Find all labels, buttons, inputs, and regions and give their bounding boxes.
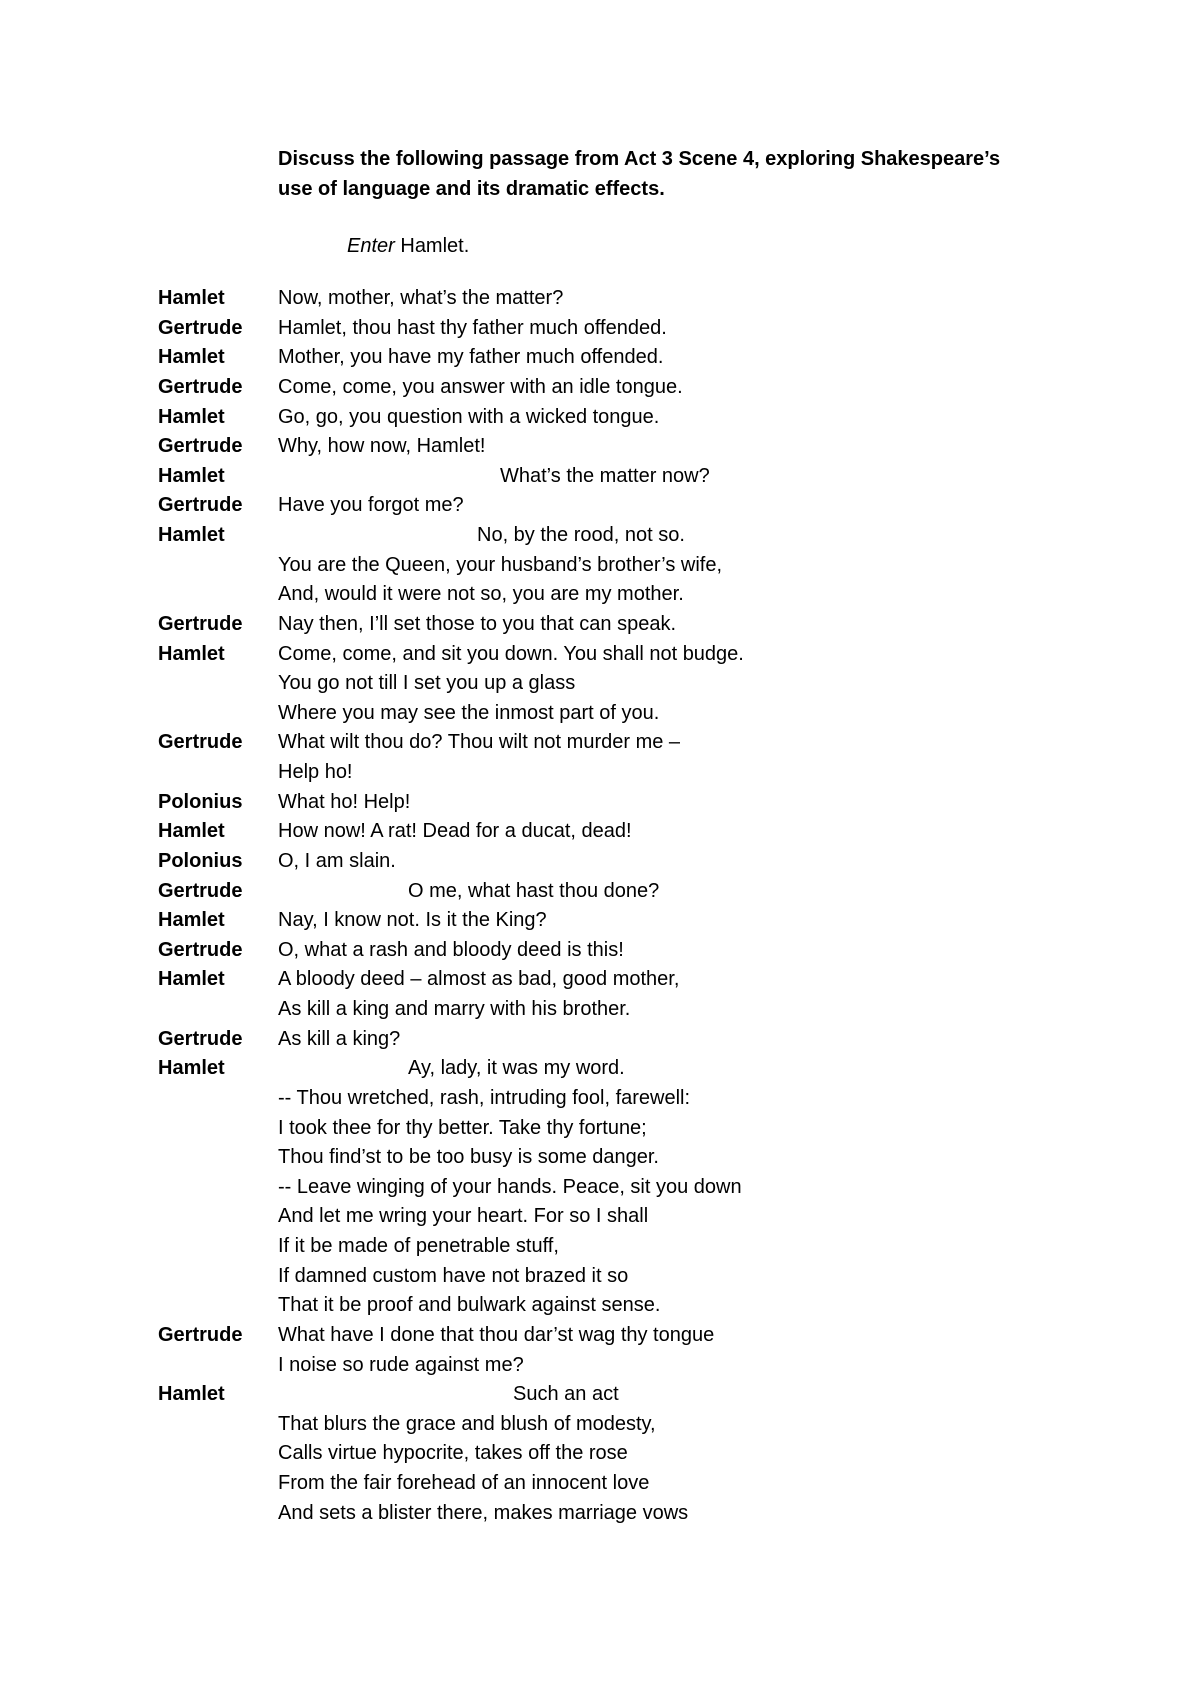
speaker-name: Hamlet [158, 464, 225, 487]
dialogue-row [0, 551, 1200, 581]
dialogue-row [0, 699, 1200, 729]
dialogue-row [0, 847, 1200, 877]
dialogue-line: O, what a rash and bloody deed is this! [278, 938, 624, 961]
dialogue-row [0, 1054, 1200, 1084]
speaker-name: Hamlet [158, 1383, 225, 1406]
speaker-name: Gertrude [158, 494, 243, 517]
stage-direction [347, 232, 469, 262]
speaker-name: Gertrude [158, 1323, 243, 1346]
speaker-name: Hamlet [158, 909, 225, 932]
dialogue-row [0, 1202, 1200, 1232]
dialogue-row [0, 610, 1200, 640]
speaker-name: Gertrude [158, 612, 243, 635]
dialogue-line: O me, what hast thou done? [408, 879, 660, 902]
dialogue-row [0, 521, 1200, 551]
dialogue-line: You are the Queen, your husband’s brother’s wife, [278, 553, 723, 576]
dialogue-row [0, 965, 1200, 995]
dialogue-row [0, 1232, 1200, 1262]
dialogue-row [0, 373, 1200, 403]
dialogue-row [0, 936, 1200, 966]
dialogue-row [0, 314, 1200, 344]
dialogue-line: If damned custom have not brazed it so [278, 1264, 629, 1287]
dialogue-line: Why, how now, Hamlet! [278, 435, 486, 458]
dialogue-row [0, 343, 1200, 373]
dialogue-row [0, 1084, 1200, 1114]
dialogue-line: What’s the matter now? [500, 464, 710, 487]
dialogue-block [0, 284, 1200, 1528]
dialogue-line: Thou find’st to be too busy is some danger. [278, 1146, 659, 1169]
dialogue-line: And sets a blister there, makes marriage vows [278, 1501, 689, 1524]
dialogue-row [0, 1380, 1200, 1410]
dialogue-row [0, 462, 1200, 492]
dialogue-line: I noise so rude against me? [278, 1353, 524, 1376]
dialogue-line: That blurs the grace and blush of modesty, [278, 1412, 656, 1435]
dialogue-line: And let me wring your heart. For so I shall [278, 1205, 649, 1228]
dialogue-line: That it be proof and bulwark against sense. [278, 1294, 661, 1317]
essay-prompt-line-1: Discuss the following passage from Act 3 Scene 4, exploring Shakespeare’s [278, 148, 1001, 170]
dialogue-line: Now, mother, what’s the matter? [278, 287, 564, 309]
speaker-name: Polonius [158, 790, 243, 813]
dialogue-row [0, 1410, 1200, 1440]
speaker-name: Gertrude [158, 375, 243, 398]
dialogue-line: Come, come, and sit you down. You shall not budge. [278, 642, 744, 665]
dialogue-line: What ho! Help! [278, 790, 411, 813]
essay-prompt [278, 145, 1000, 204]
dialogue-row [0, 1173, 1200, 1203]
dialogue-line: From the fair forehead of an innocent love [278, 1472, 650, 1494]
dialogue-row [0, 403, 1200, 433]
dialogue-row [0, 728, 1200, 758]
dialogue-line: Help ho! [278, 761, 353, 783]
dialogue-line: Go, go, you question with a wicked tongue. [278, 405, 660, 428]
dialogue-line: What have I done that thou dar’st wag thy tongue [278, 1323, 715, 1346]
dialogue-row [0, 432, 1200, 462]
speaker-name: Hamlet [158, 287, 225, 309]
dialogue-row [0, 669, 1200, 699]
dialogue-row [0, 1469, 1200, 1499]
speaker-name: Gertrude [158, 1027, 243, 1050]
speaker-name: Hamlet [158, 405, 225, 428]
essay-prompt-line-2: use of language and its dramatic effects. [278, 177, 665, 200]
speaker-name: Hamlet [158, 968, 225, 991]
dialogue-row [0, 1143, 1200, 1173]
dialogue-line: You go not till I set you up a glass [278, 672, 576, 695]
speaker-name: Gertrude [158, 938, 243, 961]
dialogue-row [0, 1025, 1200, 1055]
speaker-name: Polonius [158, 849, 243, 872]
dialogue-row [0, 1439, 1200, 1469]
dialogue-line: What wilt thou do? Thou wilt not murder me – [278, 731, 681, 754]
dialogue-line: -- Leave winging of your hands. Peace, sit you down [278, 1175, 742, 1198]
dialogue-line: Such an act [513, 1383, 619, 1406]
dialogue-row [0, 995, 1200, 1025]
dialogue-line: And, would it were not so, you are my mother. [278, 583, 684, 606]
dialogue-row [0, 1321, 1200, 1351]
speaker-name: Hamlet [158, 820, 225, 843]
dialogue-line: Come, come, you answer with an idle tongue. [278, 375, 683, 398]
dialogue-row [0, 1499, 1200, 1529]
dialogue-row [0, 1114, 1200, 1144]
dialogue-row [0, 1262, 1200, 1292]
dialogue-line: If it be made of penetrable stuff, [278, 1235, 559, 1257]
dialogue-row [0, 1351, 1200, 1381]
dialogue-line: Mother, you have my father much offended. [278, 346, 664, 369]
dialogue-row [0, 817, 1200, 847]
dialogue-line: Hamlet, thou hast thy father much offended. [278, 316, 667, 339]
speaker-name: Gertrude [158, 435, 243, 458]
dialogue-line: Nay then, I’ll set those to you that can speak. [278, 612, 677, 635]
dialogue-line: Nay, I know not. Is it the King? [278, 909, 547, 932]
dialogue-line: Where you may see the inmost part of you. [278, 701, 660, 724]
dialogue-row [0, 580, 1200, 610]
dialogue-line: A bloody deed – almost as bad, good mother, [278, 968, 680, 991]
dialogue-line: Calls virtue hypocrite, takes off the rose [278, 1442, 628, 1465]
dialogue-line: Ay, lady, it was my word. [408, 1057, 625, 1080]
dialogue-row [0, 284, 1200, 314]
dialogue-line: As kill a king? [278, 1027, 401, 1050]
speaker-name: Hamlet [158, 1057, 225, 1080]
dialogue-row [0, 877, 1200, 907]
speaker-name: Hamlet [158, 524, 225, 546]
dialogue-row [0, 491, 1200, 521]
dialogue-row [0, 640, 1200, 670]
stage-direction-character: Hamlet. [394, 235, 470, 257]
speaker-name: Gertrude [158, 879, 243, 902]
dialogue-line: O, I am slain. [278, 849, 396, 872]
dialogue-line: -- Thou wretched, rash, intruding fool, farewell: [278, 1086, 691, 1109]
speaker-name: Gertrude [158, 731, 243, 754]
dialogue-row [0, 788, 1200, 818]
dialogue-line: No, by the rood, not so. [477, 524, 685, 546]
dialogue-row [0, 906, 1200, 936]
dialogue-line: I took thee for thy better. Take thy fortune; [278, 1116, 647, 1139]
dialogue-row [0, 1291, 1200, 1321]
speaker-name: Gertrude [158, 316, 243, 339]
dialogue-row [0, 758, 1200, 788]
dialogue-line: How now! A rat! Dead for a ducat, dead! [278, 820, 632, 843]
dialogue-line: As kill a king and marry with his brother. [278, 998, 631, 1020]
dialogue-line: Have you forgot me? [278, 494, 464, 517]
stage-direction-enter: Enter [347, 235, 395, 257]
speaker-name: Hamlet [158, 642, 225, 665]
speaker-name: Hamlet [158, 346, 225, 369]
